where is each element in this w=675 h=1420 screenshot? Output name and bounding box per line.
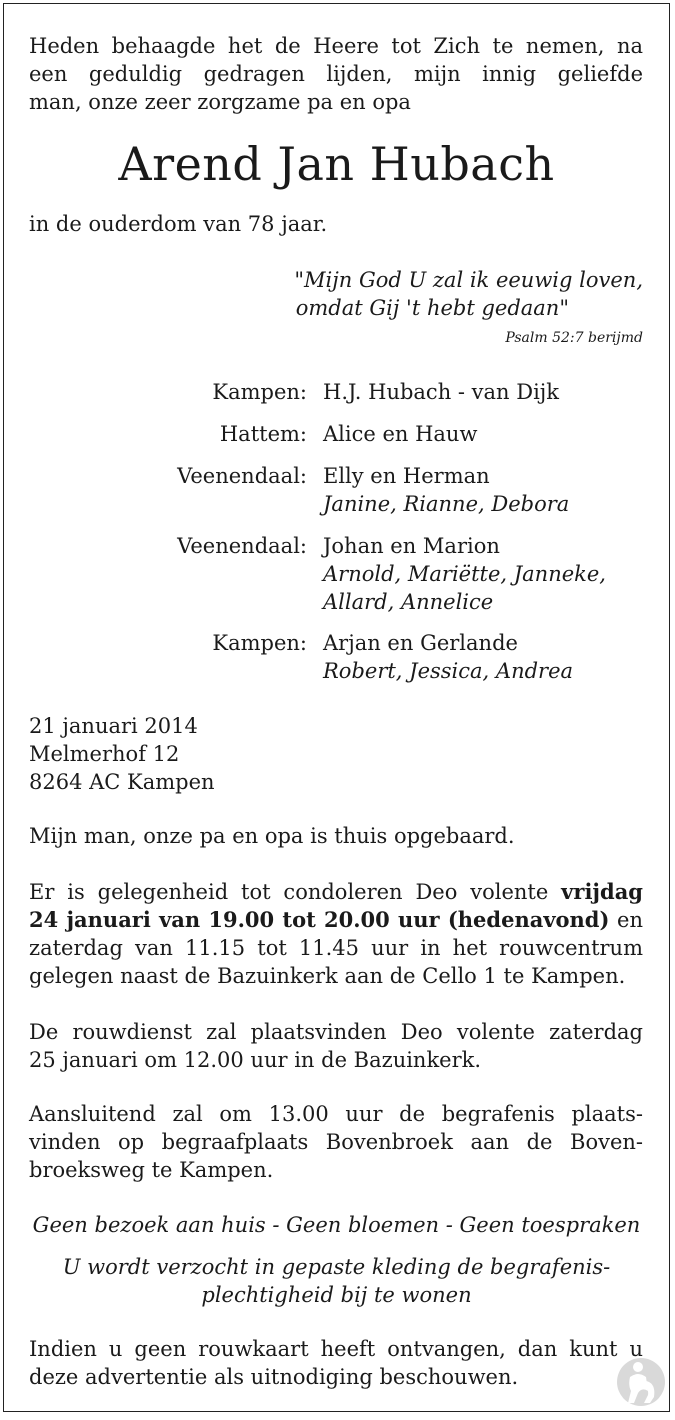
quote-line-2: omdat Gij 't hebt gedaan" (295, 296, 569, 320)
quote-source: Psalm 52:7 berijmd (505, 330, 643, 346)
family-place: Hattem: (219, 422, 307, 446)
service-info (29, 1018, 643, 1074)
laid-out-notice: Mijn man, onze pa en opa is thuis opgebaard. (29, 824, 515, 848)
condolence-line: zaterdag van 11.15 tot 11.45 uur in het rouwcentrum (29, 936, 643, 960)
family-place: Kampen: (212, 631, 307, 655)
condolence-text: en (609, 908, 643, 932)
closing-line: Indien u geen rouwkaart heeft ontvangen, dan kunt u (29, 1337, 643, 1361)
dress-code-notice (4, 1253, 669, 1309)
burial-line: broeksweg te Kampen. (29, 1158, 274, 1182)
family-grandchildren: Janine, Rianne, Debora (323, 492, 570, 516)
closing-text (29, 1335, 643, 1391)
condolence-text: Er is gelegenheid tot condoleren Deo volente (29, 880, 562, 904)
deceased-name: Arend Jan Hubach (118, 137, 555, 191)
intro-text (29, 32, 643, 116)
family-parents: Elly en Herman (323, 464, 490, 488)
burial-info (29, 1100, 643, 1184)
condolence-line (29, 878, 643, 906)
family-grandchildren: Allard, Annelice (323, 590, 494, 614)
condolence-line (29, 906, 643, 934)
intro-line: een geduldig gedragen lijden, mijn innig geliefde (29, 62, 643, 86)
condolence-time: 24 januari van 19.00 tot 20.00 uur (hedenavond) (29, 907, 610, 932)
condolence-day: vrijdag (561, 879, 643, 904)
family-grandchildren: Robert, Jessica, Andrea (323, 659, 574, 683)
condolence-line: gelegen naast de Bazuinkerk aan de Cello 1 te Kampen. (29, 964, 626, 988)
age-line: in de ouderdom van 78 jaar. (29, 212, 328, 236)
address-line: 21 januari 2014 (29, 714, 198, 738)
service-line: De rouwdienst zal plaatsvinden Deo volente zaterdag (29, 1020, 643, 1044)
condolence-info (29, 878, 643, 990)
family-place: Kampen: (212, 380, 307, 404)
family-grandchildren: Arnold, Mariëtte, Janneke, (323, 562, 606, 586)
address-line: Melmerhof 12 (29, 742, 180, 766)
burial-line: vinden op begraafplaats Bovenbroek aan de Boven- (29, 1130, 643, 1154)
dress-code-line: U wordt verzocht in gepaste kleding de begrafenis- (62, 1255, 611, 1279)
address-block (29, 712, 643, 796)
family-parents: Arjan en Gerlande (323, 631, 518, 655)
mourning-figure-icon (616, 1357, 666, 1407)
dress-code-line: plechtigheid bij te wonen (201, 1283, 472, 1307)
family-names (323, 532, 606, 616)
family-names (323, 462, 569, 518)
family-parents: Johan en Marion (323, 534, 500, 558)
no-visits-notice: Geen bezoek aan huis - Geen bloemen - Geen toespraken (32, 1213, 641, 1237)
closing-line: deze advertentie als uitnodiging beschouwen. (29, 1365, 519, 1389)
address-line: 8264 AC Kampen (29, 770, 215, 794)
family-names: H.J. Hubach - van Dijk (323, 380, 560, 404)
family-place: Veenendaal: (177, 464, 307, 488)
intro-line: man, onze zeer zorgzame pa en opa (29, 90, 411, 114)
family-names: Alice en Hauw (323, 422, 478, 446)
intro-line: Heden behaagde het de Heere tot Zich te nemen, na (29, 34, 643, 58)
family-place: Veenendaal: (177, 534, 307, 558)
service-line: 25 januari om 12.00 uur in de Bazuinkerk. (29, 1048, 482, 1072)
obituary-card (3, 3, 670, 1412)
quote-line-1: "Mijn God U zal ik eeuwig loven, (294, 268, 643, 292)
family-names (323, 629, 573, 685)
burial-line: Aansluitend zal om 13.00 uur de begrafenis plaats- (29, 1102, 643, 1126)
